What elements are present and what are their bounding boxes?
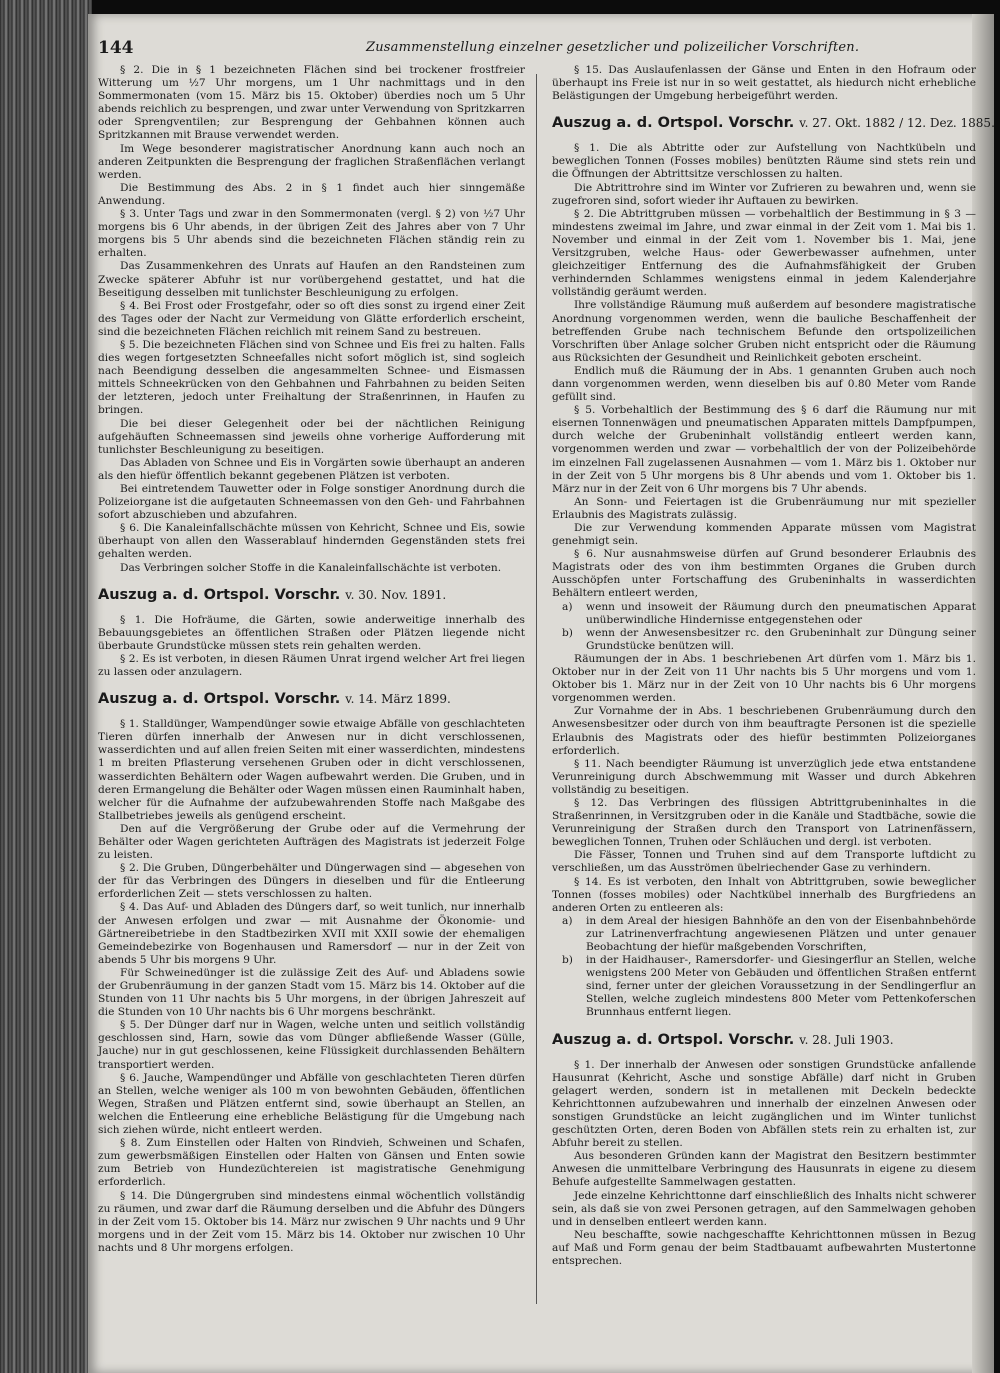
section-1903 xyxy=(552,1032,976,1269)
list-text: in dem Areal der hiesigen Bahnhöfe an den von der Eisenbahnbehörde zur Latrinenverfrachtung angewiesenen Plätzen und unter genauer Beobachtung der hiefür maßgebenden Vorschriften, xyxy=(586,914,976,953)
paragraph: § 2. Die Abtrittgruben müssen — vorbehaltlich der Bestimmung in § 3 — mindestens zweimal im Jahre, und zwar einmal in der Zeit vom 1. Mai bis 1. November und einmal in der Zeit vom 1. November bis 1. Mai, jene Versitzgruben, welche Haus- oder Gewerbewasser aufnehmen, unter gleichzeitiger Entfernung des die Aufnahmsfähigkeit der Gruben verhindernden Schlammes wenigstens einmal in jedem Kalenderjahre vollständig geräumt werden. xyxy=(552,207,976,299)
page-number: 144 xyxy=(98,38,134,58)
paragraph: Den auf die Vergrößerung der Grube oder auf die Vermehrung der Behälter oder Wagen gerichteten Aufträgen des Magistrats ist jederzeit Folge zu leisten. xyxy=(98,822,525,862)
list-text: wenn und insoweit der Räumung durch den pneumatischen Apparat unüberwindliche Hindernisse entgegenstehen oder xyxy=(586,600,976,626)
paragraph: § 1. Der innerhalb der Anwesen oder sonstigen Grundstücke anfallende Hausunrat (Kehricht, Asche und sonstige Abfälle) darf nicht in Gruben gelagert werden, sondern ist in metallenen mit Deckeln bedeckte Kehrichttonnen aufzubewahren und innerhalb der einzelnen Anwesen oder sonstigen Grundstücke an leicht zugänglichen und im Winter tunlichst geschützten Orten, deren Boden von Abfällen stets rein zu erhalten ist, zur Abfuhr bereit zu stellen. xyxy=(552,1058,976,1150)
section-title: Auszug a. d. Ortspol. Vorschr. xyxy=(98,691,341,708)
paragraph: § 2. Die Gruben, Düngerbehälter und Düngerwagen sind — abgesehen von der für das Verbringen des Düngers in dieselben und für die Entleerung erforderlichen Zeit — stets verschlossen zu halten. xyxy=(98,862,525,901)
paragraph: Endlich muß die Räumung der in Abs. 1 genannten Gruben auch noch dann vorgenommen werden, wenn dieselben bis auf 0.80 Meter vom Rande gefüllt sind. xyxy=(552,364,976,404)
paragraph: § 1. Die als Abtritte oder zur Aufstellung von Nachtkübeln und beweglichen Tonnen (Fosses mobiles) benützten Räume sind stets rein und die Öffnungen der Abtrittsitze verschlossen zu halten. xyxy=(552,142,976,181)
paragraph: Für Schweinedünger ist die zulässige Zeit des Auf- und Abladens sowie der Grubenräumung in der ganzen Stadt vom 15. März bis 14. Oktober auf die Stunden von 11 Uhr nachts bis 5 Uhr morgens, in der übrigen Jahreszeit auf die Stunden von 10 Uhr nachts bis 6 Uhr morgens beschränkt. xyxy=(98,966,525,1019)
paragraph: § 2. Die in § 1 bezeichneten Flächen sind bei trockener frostfreier Witterung um ½7 Uhr morgens, um 1 Uhr nachmittags und in den Sommermonaten (vom 15. März bis 15. Oktober) überdies noch um 5 Uhr abends reichlich zu besprengen, und zwar unter Verwendung von Spritzkarren oder Sprengventilen; zur Besprengung der Gehbahnen können auch Spritzkannen mit Brause verwendet werden. xyxy=(98,64,525,142)
paragraph: § 1. Stalldünger, Wampendünger sowie etwaige Abfälle von geschlachteten Tieren dürfen innerhalb der Anwesen nur in dicht verschlossenen, wasserdichten und auf allen freien Seiten mit einer wasserdichten, mindestens 1 m breiten Pflasterung versehenen Gruben oder in dicht verschlossenen, wasserdichten Behältern oder Wagen aufbewahrt werden. Die Gruben, und in deren Ermangelung die Behälter oder Wagen müssen einen Rauminhalt haben, welcher für die Aufnahme der aufzubewahrenden Stoffe nach Maßgabe des Stallbetriebes jeweils als genügend erscheint. xyxy=(98,718,525,822)
section-heading xyxy=(552,1032,976,1049)
paragraph: § 6. Jauche, Wampendünger und Abfälle von geschlachteten Tieren dürfen an Stellen, welche weniger als 100 m von bewohnten Gebäuden, öffentlichen Wegen, Straßen und Plätzen entfernt sind, sowie überhaupt an Stellen, an welchen die Entleerung eine erhebliche Belästigung für die Umgebung nach sich ziehen würde, nicht entleert werden. xyxy=(98,1071,525,1137)
paragraph: Die bei dieser Gelegenheit oder bei der nächtlichen Reinigung aufgehäuften Schneemassen sind jeweils ohne vorherige Aufforderung mit tunlichster Beschleunigung zu beseitigen. xyxy=(98,417,525,456)
paragraph: Im Wege besonderer magistratischer Anordnung kann auch noch an anderen Zeitpunkten die Besprengung der fraglichen Straßenflächen verlangt werden. xyxy=(98,142,525,181)
paragraph: § 5. Die bezeichneten Flächen sind von Schnee und Eis frei zu halten. Falls dies wegen fortgesetzten Schneefalles nicht sofort möglich ist, sind sogleich nach Beendigung desselben die angesammelten Schnee- und Eismassen mittels Schneekrücken von den Gehbahnen und Fahrbahnen zu beiden Seiten der letzteren, jedoch unter Freihaltung der Straßenrinnen, in Haufen zu bringen. xyxy=(98,338,525,417)
section-title: Auszug a. d. Ortspol. Vorschr. xyxy=(552,115,795,132)
paragraph: Räumungen der in Abs. 1 beschriebenen Art dürfen vom 1. März bis 1. Oktober nur in der Zeit von 11 Uhr nachts bis 5 Uhr morgens und vom 1. Oktober bis 1. März nur in der Zeit von 10 Uhr nachts bis 6 Uhr morgens vorgenommen werden. xyxy=(552,652,976,705)
section-1891 xyxy=(98,587,525,679)
paragraph: Aus besonderen Gründen kann der Magistrat den Besitzern bestimmter Anwesen die unmittelbare Verbringung des Hausunrats in eigene zu diesem Behufe aufgestellte Sammelwagen gestatten. xyxy=(552,1150,976,1189)
paragraph: § 5. Vorbehaltlich der Bestimmung des § 6 darf die Räumung nur mit eisernen Tonnenwägen und pneumatischen Apparaten mittels Dampfpumpen, durch welche der Grubeninhalt vollständig entleert werden kann, vorgenommen werden und zwar — vorbehaltlich der von der Polizeibehörde im einzelnen Fall zugelassenen Ausnahmen — vom 1. März bis 1. Oktober nur in der Zeit von 5 Uhr morgens bis 8 Uhr abends und vom 1. Oktober bis 1. März nur in der Zeit von 6 Uhr morgens bis 7 Uhr abends. xyxy=(552,404,976,495)
section-heading xyxy=(98,587,525,604)
paragraph: Die Bestimmung des Abs. 2 in § 1 findet auch hier sinngemäße Anwendung. xyxy=(98,181,525,207)
paragraph: § 3. Unter Tags und zwar in den Sommermonaten (vergl. § 2) von ½7 Uhr morgens bis 6 Uhr abends, in der übrigen Zeit des Jahres aber von 7 Uhr morgens bis 5 Uhr abends sind die bezeichneten Flächen ständig rein zu erhalten. xyxy=(98,208,525,260)
section-heading xyxy=(552,115,995,132)
section-title: Auszug a. d. Ortspol. Vorschr. xyxy=(98,586,341,603)
section-heading xyxy=(98,691,525,708)
paragraph: Das Zusammenkehren des Unrats auf Haufen an den Randsteinen zum Zwecke späterer Abfuhr ist nur vorübergehend gestattet, und hat die Beseitigung desselben mit tunlichster Beschleunigung zu erfolgen. xyxy=(98,260,525,299)
right-intro xyxy=(552,64,976,103)
section-title: Auszug a. d. Ortspol. Vorschr. xyxy=(552,1031,795,1048)
paragraph: Die Abtrittrohre sind im Winter vor Zufrieren zu bewahren und, wenn sie zugefroren sind, sofort wieder ihr Auftauen zu bewirken. xyxy=(552,181,976,207)
section-1882 xyxy=(552,115,995,1019)
paragraph: Das Abladen von Schnee und Eis in Vorgärten sowie überhaupt an anderen als den hiefür öffentlich bekannt gegebenen Plätzen ist verboten. xyxy=(98,456,525,482)
list-label: b) xyxy=(562,626,573,639)
section-date: v. 28. Juli 1903. xyxy=(799,1032,894,1047)
paragraph: § 2. Es ist verboten, in diesen Räumen Unrat irgend welcher Art frei liegen zu lassen oder anzulagern. xyxy=(98,652,525,679)
paragraph: Die Fässer, Tonnen und Truhen sind auf dem Transporte luftdicht zu verschließen, um das Ausströmen übelriechender Gase zu verhindern. xyxy=(552,849,976,875)
list-item xyxy=(552,915,976,954)
paragraph: § 5. Der Dünger darf nur in Wagen, welche unten und seitlich vollständig geschlossen sind, Harn, sowie das vom Dünger abfließende Wasser (Gülle, Jauche) nur in gut geschlossenen, keine Flüssigkeit durchlassenden Behältern transportiert werden. xyxy=(98,1019,525,1071)
paragraph: Die zur Verwendung kommenden Apparate müssen vom Magistrat genehmigt sein. xyxy=(552,522,976,548)
paragraph: § 11. Nach beendigter Räumung ist unverzüglich jede etwa entstandene Verunreinigung durch Abschwemmung mit Wasser und durch Abkehren vollständig zu beseitigen. xyxy=(552,757,976,796)
list-text: in der Haidhauser-, Ramersdorfer- und Giesingerflur an Stellen, welche wenigstens 200 Meter von Gebäuden und öffentlichen Straßen entfernt sind, ferner unter der gleichen Voraussetzung in der Sendlingerflur an Stellen, welche zugleich mindestens 800 Meter vom Pettenkoferschen Brunnhaus entfernt liegen. xyxy=(586,954,976,1019)
list-label: a) xyxy=(562,914,573,927)
paragraph: § 4. Bei Frost oder Frostgefahr, oder so oft dies sonst zu irgend einer Zeit des Tages oder der Nacht zur Vermeidung von Glätte erforderlich erscheint, sind die bezeichneten Flächen reichlich mit reinem Sand zu bestreuen. xyxy=(98,299,525,338)
book-page xyxy=(88,14,994,1373)
paragraph: Ihre vollständige Räumung muß außerdem auf besondere magistratische Anordnung vorgenommen werden, wenn die bauliche Beschaffenheit der betreffenden Grube nach technischem Befunde den ortspolizeilichen Vorschriften über Anlage solcher Gruben nicht entspricht oder die Räumung aus Rücksichten der Gesundheit und Reinlichkeit geboten erscheint. xyxy=(552,299,976,364)
book-spine xyxy=(0,0,92,1373)
section-date: v. 30. Nov. 1891. xyxy=(345,587,447,602)
list-text: wenn der Anwesensbesitzer rc. den Grubeninhalt zur Düngung seiner Grundstücke benützen will. xyxy=(586,626,976,652)
right-column xyxy=(552,64,995,1268)
paragraph: § 1. Die Hofräume, die Gärten, sowie anderweitige innerhalb des Bebauungsgebietes an öffentlichen Straßen oder Plätzen liegende nicht überbaute Grundstücke müssen stets rein gehalten werden. xyxy=(98,613,525,652)
paragraph: Zur Vornahme der in Abs. 1 beschriebenen Grubenräumung durch den Anwesensbesitzer oder durch von ihm beauftragte Personen ist die spezielle Erlaubnis des Magistrats oder des hiefür bestimmten Polizeiorganes erforderlich. xyxy=(552,705,976,757)
paragraph: Neu beschaffte, sowie nachgeschaffte Kehrichttonnen müssen in Bezug auf Maß und Form genau der beim Stadtbauamt aufbewahrten Mustertonne entsprechen. xyxy=(552,1228,976,1267)
paragraph: Jede einzelne Kehrichttonne darf einschließlich des Inhalts nicht schwerer sein, als daß sie von zwei Personen getragen, auf den Sammelwagen gehoben und in denselben entleert werden kann. xyxy=(552,1189,976,1228)
list-item xyxy=(552,954,976,1019)
paragraph: § 4. Das Auf- und Abladen des Düngers darf, so weit tunlich, nur innerhalb der Anwesen erfolgen und zwar — mit Ausnahme der Ökonomie- und Gärtnereibetriebe in den Stadtbezirken XVII mit XXII sowie der ehemaligen Gemeindebezirke von Bogenhausen und Ramersdorf — nur in der Zeit von abends 5 Uhr bis morgens 9 Uhr. xyxy=(98,901,525,966)
paragraph: Das Verbringen solcher Stoffe in die Kanaleinfallschächte ist verboten. xyxy=(120,561,502,574)
list-label: b) xyxy=(562,954,573,967)
paragraph: Bei eintretendem Tauwetter oder in Folge sonstiger Anordnung durch die Polizeiorgane ist die aufgetauten Schneemassen von den Geh- und Fahrbahnen sofort abzuschieben und abzufahren. xyxy=(98,483,525,522)
paragraph: § 6. Die Kanaleinfallschächte müssen von Kehricht, Schnee und Eis, sowie überhaupt von allen den Wasserablauf hindernden Gegenständen stets frei gehalten werden. xyxy=(98,522,525,561)
page-header xyxy=(98,38,978,58)
list-item xyxy=(552,627,976,653)
paragraph: § 15. Das Auslaufenlassen der Gänse und Enten in den Hofraum oder überhaupt ins Freie ist nur in so weit gestattet, als hiedurch nicht erhebliche Belästigungen der Umgebung herbeigeführt werden. xyxy=(552,64,976,103)
column-divider xyxy=(536,74,537,1304)
paragraph: § 14. Es ist verboten, den Inhalt von Abtrittgruben, sowie beweglicher Tonnen (fosses mobiles) oder Nachtkübel innerhalb des Burgfriedens an anderen Orten zu entleeren als: xyxy=(552,875,976,914)
running-title: Zusammenstellung einzelner gesetzlicher und polizeilicher Vorschriften. xyxy=(366,40,860,55)
paragraph: § 8. Zum Einstellen oder Halten von Rindvieh, Schweinen und Schafen, zum gewerbsmäßigen Einstellen oder Halten von Gänsen und Enten sowie zum Betrieb von Hundezüchtereien ist magistratische Genehmigung erforderlich. xyxy=(98,1137,525,1189)
list-item xyxy=(552,601,976,627)
left-column xyxy=(98,64,525,1255)
section-date: v. 27. Okt. 1882 / 12. Dez. 1885. xyxy=(799,116,995,131)
list-label: a) xyxy=(562,600,573,613)
left-intro xyxy=(98,64,525,575)
paragraph: § 12. Das Verbringen des flüssigen Abtrittgrubeninhaltes in die Straßenrinnen, in Versitzgruben oder in die Kanäle und Stadtbäche, sowie die Verunreinigung der Straßen durch den Transport von Latrinenfässern, beweglichen Tonnen, Truhen oder Schläuchen und dergl. ist verboten. xyxy=(552,796,976,849)
section-date: v. 14. März 1899. xyxy=(345,692,451,707)
paragraph: § 14. Die Düngergruben sind mindestens einmal wöchentlich vollständig zu räumen, und zwar darf die Räumung derselben und die Abfuhr des Düngers in der Zeit vom 15. Oktober bis 14. März nur zwischen 9 Uhr nachts und 9 Uhr morgens und in der Zeit vom 15. März bis 14. Oktober nur zwischen 10 Uhr nachts und 8 Uhr morgens erfolgen. xyxy=(98,1189,525,1254)
section-1899 xyxy=(98,691,525,1255)
paragraph: § 6. Nur ausnahmsweise dürfen auf Grund besonderer Erlaubnis des Magistrats oder des von ihm bestimmten Organes die Gruben durch Ausschöpfen unter Fortschaffung des Grubeninhalts in wasserdichten Behältern entleert werden, xyxy=(552,548,976,600)
paragraph: An Sonn- und Feiertagen ist die Grubenräumung nur mit spezieller Erlaubnis des Magistrats zulässig. xyxy=(552,495,976,521)
